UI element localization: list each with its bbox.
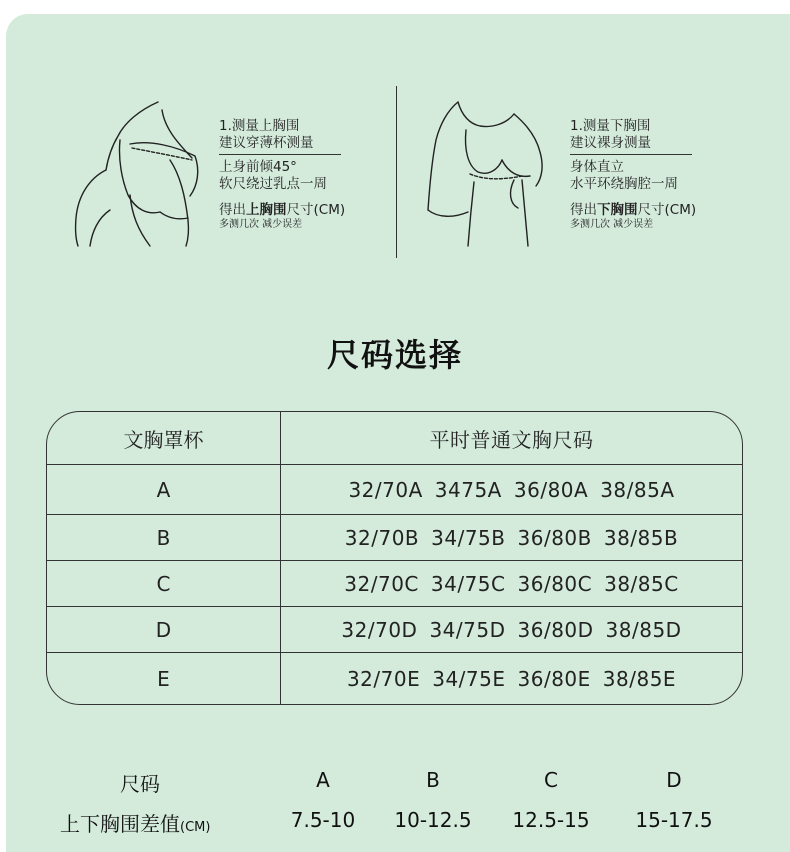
table-row <box>47 464 742 515</box>
sizes-cell <box>281 607 742 653</box>
section-title: 尺码选择 <box>326 336 463 374</box>
sizes-cell <box>281 465 742 515</box>
instructions-divider <box>396 86 397 258</box>
under-bust-note: 多测几次 减少误差 <box>570 219 654 230</box>
size-value: 38/85A <box>600 478 675 502</box>
under-bust-result: 得出下胸围尺寸(CM) <box>570 202 697 218</box>
size-value: 36/80C <box>517 572 593 596</box>
table-row <box>47 514 742 561</box>
cup-cell: E <box>47 653 281 705</box>
size-value: 38/85B <box>603 526 679 550</box>
upper-bust-step-title: 1.测量上胸围 <box>219 118 300 134</box>
cup-cell: B <box>47 515 281 561</box>
size-value: 32/70C <box>344 572 419 596</box>
upper-bust-method: 软尺绕过乳点一周 <box>219 176 327 192</box>
under-bust-measure-illustration <box>418 100 558 250</box>
size-value: 38/85E <box>602 667 677 691</box>
upper-bust-tip: 建议穿薄杯测量 <box>219 135 341 155</box>
cup-header: 文胸罩杯 <box>47 412 281 464</box>
size-value: 38/85C <box>604 572 679 596</box>
size-row-label: 尺码 <box>120 772 160 796</box>
diff-range-a: 7.5-10 <box>290 808 356 832</box>
size-value: 34/75E <box>432 667 506 691</box>
size-value: 34/75B <box>431 526 506 550</box>
under-bust-tip: 建议裸身测量 <box>570 135 692 155</box>
cup-cell: A <box>47 465 281 515</box>
diff-size-a: A <box>316 768 330 792</box>
table-row <box>47 560 742 607</box>
size-value: 36/80E <box>517 667 591 691</box>
diff-size-d: D <box>666 768 682 792</box>
upper-bust-result: 得出上胸围尺寸(CM) <box>219 202 346 218</box>
upper-bust-posture: 上身前倾45° <box>219 159 297 175</box>
size-value: 36/80A <box>513 478 589 502</box>
sizes-header: 平时普通文胸尺码 <box>429 427 594 452</box>
sizes-cell <box>281 561 742 607</box>
diff-size-c: C <box>544 768 558 792</box>
size-value: 3475A <box>434 478 502 502</box>
diff-row-label: 上下胸围差值(CM) <box>60 812 211 836</box>
diff-range-b: 10-12.5 <box>394 808 472 832</box>
size-value: 38/85D <box>605 618 682 642</box>
under-bust-posture: 身体直立 <box>570 159 624 175</box>
table-row <box>47 606 742 653</box>
size-value: 32/70B <box>344 526 420 550</box>
upper-bust-instructions <box>219 118 345 231</box>
size-value: 36/80D <box>517 618 594 642</box>
size-value: 32/70E <box>346 667 421 691</box>
table-row <box>47 652 742 705</box>
sizes-cell <box>281 515 742 561</box>
cup-cell: C <box>47 561 281 607</box>
upper-bust-note: 多测几次 减少误差 <box>219 219 303 230</box>
table-header-row <box>47 412 742 464</box>
size-value: 32/70A <box>348 478 423 502</box>
sizes-cell <box>281 653 742 705</box>
cup-cell: D <box>47 607 281 653</box>
size-value: 34/75C <box>430 572 506 596</box>
size-value: 36/80B <box>517 526 592 550</box>
size-value: 34/75D <box>429 618 506 642</box>
diff-size-b: B <box>426 768 440 792</box>
under-bust-method: 水平环绕胸腔一周 <box>570 176 678 192</box>
under-bust-step-title: 1.测量下胸围 <box>570 118 651 134</box>
upper-bust-measure-illustration <box>70 100 210 250</box>
diff-range-d: 15-17.5 <box>635 808 713 832</box>
under-bust-instructions <box>570 118 696 231</box>
size-table <box>46 411 743 705</box>
diff-range-c: 12.5-15 <box>512 808 590 832</box>
size-value: 32/70D <box>341 618 418 642</box>
